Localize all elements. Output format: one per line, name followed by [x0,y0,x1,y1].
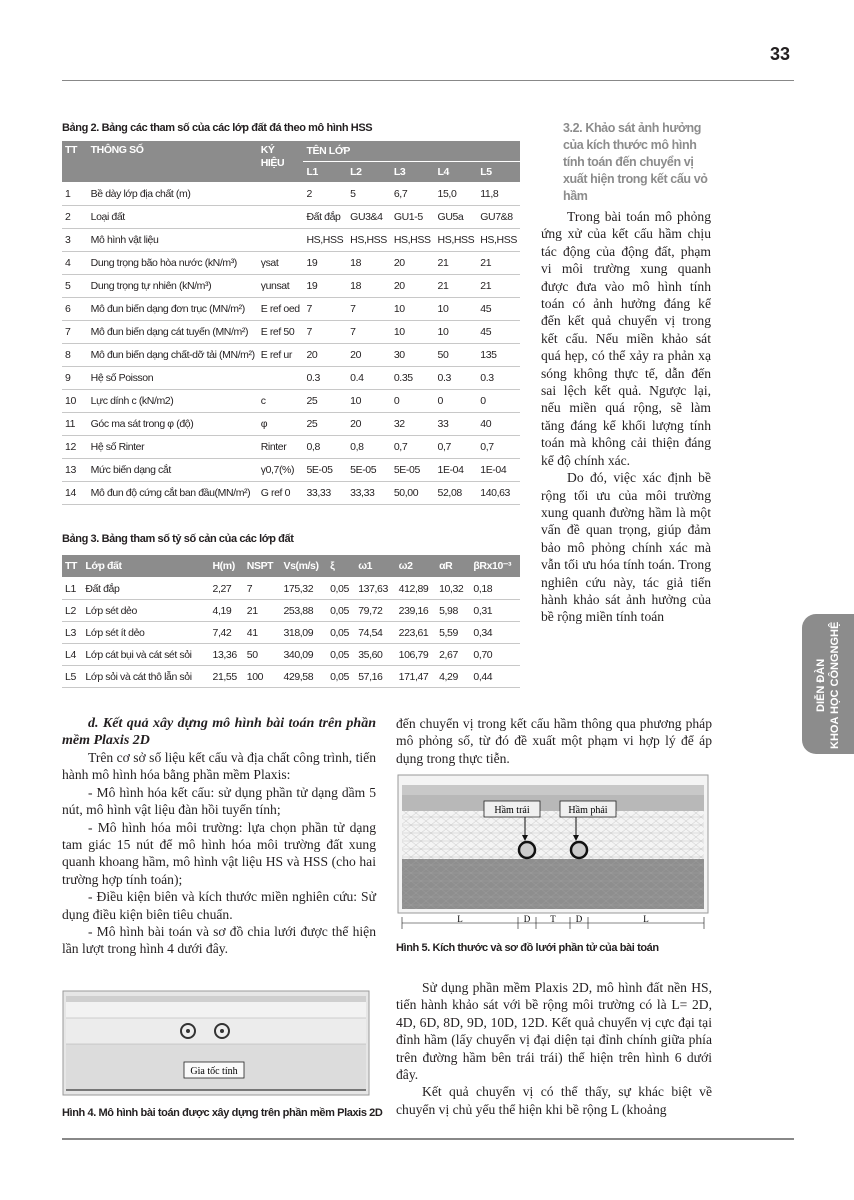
table3-cell: 0,05 [327,578,355,600]
table3-cell: 5,98 [436,600,470,622]
dim-l-right: L [643,914,649,924]
table2-cell-value: 10 [347,390,391,413]
table2-cell-value: 135 [477,344,520,367]
table2-cell-value: 0,8 [303,436,347,459]
figure-5-caption: Hình 5. Kích thước và sơ đồ lưới phần tử của bài toán [396,942,659,954]
table2-body [62,183,520,505]
table2-cell-value: 50 [435,344,478,367]
table2-cell-tt: 3 [62,229,88,252]
table3-header-cell: ω2 [396,555,436,578]
dim-d-right: D [575,914,583,924]
right-tunnel-icon [571,842,587,858]
table2-cell-value: 0 [435,390,478,413]
table2-cell-value: 45 [477,298,520,321]
table2-cell-value: 0.3 [435,367,478,390]
table2-row [62,298,520,321]
table2-cell-value: 7 [303,298,347,321]
table2-cell-value: HS,HSS [391,229,435,252]
table2-cell-tt: 1 [62,183,88,206]
table3-cell: 74,54 [355,622,395,644]
table3-cell: 253,88 [280,600,327,622]
table2-cell-value: 33 [435,413,478,436]
table2-cell-symbol: Rinter [258,436,304,459]
right-column-text [541,208,711,626]
table3-cell: 318,09 [280,622,327,644]
left-paragraph-3: - Mô hình hóa môi trường: lựa chọn phần tử dạng tam giác 15 nút để mô hình hóa môi trường đất xung quanh khoang hầm, mô hình vật liệu HS và HSS (cho hai trường hợp tính toán); [62,819,376,887]
table3-cell: 0,05 [327,600,355,622]
mid-paragraph: đến chuyển vị trong kết cấu hầm thông qua phương pháp mô phỏng số, từ đó đề xuất một phạm vi hợp lý để áp dụng trong thực tiễn. [396,716,712,766]
t2-header-l2: L2 [347,162,391,183]
table3-cell: 137,63 [355,578,395,600]
t2-header-l3: L3 [391,162,435,183]
table2-cell-symbol: γsat [258,252,304,275]
table2-cell-value: 20 [303,344,347,367]
table3-cell: 100 [244,666,281,688]
table3-cell: 0,34 [470,622,520,644]
table3-cell: 79,72 [355,600,395,622]
right-tunnel-label: Hầm phải [568,805,608,816]
table2-cell-param: Hệ số Rinter [88,436,258,459]
side-tab-label [814,620,844,750]
figure-5 [396,773,712,943]
table2-row [62,459,520,482]
table2-cell-symbol: φ [258,413,304,436]
table2-row [62,183,520,206]
table2-cell-value: HS,HSS [347,229,391,252]
left-paragraph-2: - Mô hình hóa kết cấu: sử dụng phần tử dạng dầm 5 nút, mô hình vật liệu đàn hồi tuyến tính; [62,784,376,818]
table2-cell-value: GU7&8 [477,206,520,229]
left-paragraph-5: - Mô hình bài toán và sơ đồ chia lưới được thể hiện lần lượt trong hình 4 dưới đây. [62,924,376,957]
table2-cell-tt: 14 [62,482,88,505]
table3-cell: 429,58 [280,666,327,688]
table2-cell-param: Lực dính c (kN/m2) [88,390,258,413]
table2-row [62,436,520,459]
table2-cell-tt: 5 [62,275,88,298]
table2-cell-value: 20 [391,252,435,275]
table3-header-row [62,555,520,578]
table3-cell: 239,16 [396,600,436,622]
table3-cell: L4 [62,644,82,666]
table2-cell-value: 20 [347,413,391,436]
table3-cell: 4,19 [210,600,244,622]
table3-header-cell: TT [62,555,82,578]
figure-4-diagram [62,990,372,1100]
table3-header-cell: ω1 [355,555,395,578]
table3-caption: Bảng 3. Bảng tham số tỷ số cản của các lớp đất [62,533,294,545]
table2-cell-param: Bề dày lớp địa chất (m) [88,183,258,206]
table2-cell-value: GU1-5 [391,206,435,229]
dim-d-left: D [523,914,531,924]
table2-cell-value: 0.3 [303,367,347,390]
table3-cell: L2 [62,600,82,622]
table2-cell-value: 6,7 [391,183,435,206]
table2-cell-value: 7 [347,321,391,344]
table2-cell-value: 18 [347,275,391,298]
table2-cell-param: Mô đun biến dạng cát tuyến (MN/m²) [88,321,258,344]
table2-cell-value: GU3&4 [347,206,391,229]
t2-header-l4: L4 [435,162,478,183]
footer-rule [62,1138,794,1140]
table2-cell-symbol: c [258,390,304,413]
table3-cell: 0,70 [470,644,520,666]
table2-cell-value: 19 [303,252,347,275]
table3-cell: 21,55 [210,666,244,688]
table2-cell-tt: 4 [62,252,88,275]
table2-cell-value: 2 [303,183,347,206]
table2-cell-value: 0.35 [391,367,435,390]
table2-cell-symbol [258,367,304,390]
table2-cell-symbol: γ0,7(%) [258,459,304,482]
table2-cell-symbol [258,183,304,206]
table2-cell-symbol [258,229,304,252]
table3-cell: 5,59 [436,622,470,644]
table2-row [62,321,520,344]
table2-row [62,206,520,229]
table2-cell-param: Dung trọng bão hòa nước (kN/m³) [88,252,258,275]
table2-cell-value: 0 [477,390,520,413]
clay-layer [402,795,704,811]
fill-layer [402,785,704,795]
left-lower-text [62,715,376,958]
table2-cell-value: 7 [303,321,347,344]
table2-cell-value: 7 [347,298,391,321]
table2-cell-param: Loại đất [88,206,258,229]
table3-cell: Đất đắp [82,578,209,600]
figure-5-diagram [396,773,712,943]
table3-row [62,666,520,688]
table2-cell-value: 140,63 [477,482,520,505]
left-tunnel-icon [519,842,535,858]
table3-header-cell: Vs(m/s) [280,555,327,578]
table2-cell-value: 19 [303,275,347,298]
side-tab-line-2: KHOA HỌC CÔNGNGHỆ [829,621,841,749]
table2-cell-value: 50,00 [391,482,435,505]
header-rule [62,80,794,81]
table2-cell-value: 0,7 [435,436,478,459]
table2-cell-symbol: G ref 0 [258,482,304,505]
table2-cell-value: GU5a [435,206,478,229]
table2-cell-param: Mô đun độ cứng cắt ban đầu(MN/m²) [88,482,258,505]
table2-cell-value: 21 [435,252,478,275]
table3-cell: Lớp sỏi và cát thô lẫn sỏi [82,666,209,688]
table3-cell: 0,05 [327,622,355,644]
figure-4 [62,990,372,1100]
table3-row [62,578,520,600]
table3-cell: Lớp sét ít dẻo [82,622,209,644]
table2-cell-value: 5E-05 [347,459,391,482]
table2-cell-param: Mô đun biến dạng chất-dỡ tải (MN/m²) [88,344,258,367]
table3-cell: 35,60 [355,644,395,666]
table2-cell-value: HS,HSS [477,229,520,252]
table3-cell: 13,36 [210,644,244,666]
table2-cell-tt: 9 [62,367,88,390]
lower-right-paragraph-1: Sử dụng phần mềm Plaxis 2D, mô hình đất nền HS, tiến hành khảo sát với bề rộng môi trường có là L= 2D, 4D, 6D, 8D, 9D, 10D, 12D. Kết quả chuyển vị cực đại tại đỉnh hầm (lấy chuyển vị đại diện tại đỉnh chính giữa phía trên đường hầm bên trái trái) thể hiện trên hình 6 dưới đây. [396,980,712,1083]
table2-cell-value: 0,8 [347,436,391,459]
t2-header-l5: L5 [477,162,520,183]
table2-cell-value: 10 [391,321,435,344]
dim-l-left: L [457,914,463,924]
table2-cell-value: 18 [347,252,391,275]
table2-cell-value: 21 [477,252,520,275]
table2-cell-value: 25 [303,390,347,413]
table3-header-cell: αR [436,555,470,578]
table3-cell: 50 [244,644,281,666]
table2-cell-symbol [258,206,304,229]
table3-cell: 2,67 [436,644,470,666]
table2-cell-value: HS,HSS [303,229,347,252]
table3-cell: 171,47 [396,666,436,688]
table3-cell: 0,05 [327,644,355,666]
table3-cell: 7 [244,578,281,600]
table2-cell-param: Góc ma sát trong φ (độ) [88,413,258,436]
table2-cell-tt: 6 [62,298,88,321]
table3-row [62,644,520,666]
table2-cell-value: 30 [391,344,435,367]
table2-cell-tt: 13 [62,459,88,482]
table2-cell-value: 33,33 [347,482,391,505]
table2-cell-value: 20 [391,275,435,298]
table2-row [62,482,520,505]
mid-column-text [396,715,712,767]
table2-cell-param: Mức biến dạng cắt [88,459,258,482]
table2-cell-tt: 10 [62,390,88,413]
table2-cell-value: 21 [435,275,478,298]
table3-cell: 412,89 [396,578,436,600]
table2-cell-tt: 8 [62,344,88,367]
table3-body [62,578,520,688]
table3-cell: 41 [244,622,281,644]
table2-row [62,275,520,298]
table2 [62,141,520,505]
table2-cell-value: 1E-04 [477,459,520,482]
table3-cell: 4,29 [436,666,470,688]
table3-cell: Lớp sét dẻo [82,600,209,622]
table3-cell: 10,32 [436,578,470,600]
mesh-layer [402,811,704,859]
page-number: 33 [770,44,791,64]
right-paragraph-2: Do đó, việc xác định bề rộng tối ưu của môi trường xung quanh đường hầm là một vấn đề quan trọng, giúp đảm bảo mô phỏng chính xác mà vẫn tối ưu hóa tính toán. Trong nghiên cứu này, tác giả tiến hành khảo sát ảnh hưởng của bề rộng miền tính toán [541,470,711,625]
table2-row [62,390,520,413]
figure-4-caption: Hình 4. Mô hình bài toán được xây dựng trên phần mềm Plaxis 2D [62,1107,383,1119]
t2-header-symbol: KÝ HIỆU [258,141,304,183]
table2-cell-value: 1E-04 [435,459,478,482]
table3-header-cell: ξ [327,555,355,578]
table2-cell-symbol: E ref 50 [258,321,304,344]
table2-cell-value: 0.4 [347,367,391,390]
table2-caption: Bảng 2. Bảng các tham số của các lớp đất đá theo mô hình HSS [62,122,373,134]
section-3-2-title: 3.2. Khảo sát ảnh hưởng của kích thước mô hình tính toán đến chuyển vị xuất hiện trong kết cấu vỏ hầm [563,121,708,203]
table2-row [62,344,520,367]
table2-cell-value: 52,08 [435,482,478,505]
table3-cell: 223,61 [396,622,436,644]
table2-cell-symbol: γunsat [258,275,304,298]
table3-cell: 21 [244,600,281,622]
table2-cell-tt: 7 [62,321,88,344]
table2-row [62,252,520,275]
table2-cell-value: HS,HSS [435,229,478,252]
table3-cell: L3 [62,622,82,644]
right-paragraph-1: Trong bài toán mô phỏng ứng xử của kết cấu hầm chịu tác động của động đất, phạm vi môi trường xung quanh được đưa vào mô hình tính toán có ảnh hưởng đáng kể đến kết quả chuyển vị trong kết cấu. Nếu miền khảo sát quá hẹp, có thể xảy ra phản xạ sóng không thực tế, dẫn đến sai lệch kết quả. Ngược lại, nếu miền quá rộng, sẽ làm tăng đáng kể khối lượng tính toán mà không cải thiện đáng kể độ chính xác. [541,209,711,468]
table2-cell-value: 0.3 [477,367,520,390]
table3-cell: 0,31 [470,600,520,622]
table2-row [62,229,520,252]
table2-cell-value: 0 [391,390,435,413]
table2-cell-value: 15,0 [435,183,478,206]
table3-header-cell: βRx10⁻³ [470,555,520,578]
left-paragraph-4: - Điều kiện biên và kích thước miền nghiên cứu: Sử dụng điều kiện biên tiêu chuẩn. [62,889,376,922]
t2-header-tt: TT [62,141,88,183]
table2-row [62,413,520,436]
t2-header-layer: TÊN LỚP [303,141,520,162]
table2-cell-param: Hệ số Poisson [88,367,258,390]
table3-cell: 0,44 [470,666,520,688]
table2-cell-value: 33,33 [303,482,347,505]
dim-t: T [550,914,556,924]
side-tab-line-1: DIỄN ĐÀN [815,658,827,712]
table3-cell: 7,42 [210,622,244,644]
table2-cell-symbol: E ref oed [258,298,304,321]
table2-cell-value: 11,8 [477,183,520,206]
table3-cell: L1 [62,578,82,600]
table3-header-cell: NSPT [244,555,281,578]
table2-cell-value: 10 [391,298,435,321]
table2-cell-value: 10 [435,321,478,344]
lower-right-paragraph-2: Kết quả chuyển vị có thể thấy, sự khác biệt về chuyển vị chủ yếu thể hiện khi bề rộng L (khoảng [396,1084,712,1117]
table3-cell: 340,09 [280,644,327,666]
table3-row [62,622,520,644]
table2-cell-value: 10 [435,298,478,321]
table3-cell: 175,32 [280,578,327,600]
table2-cell-param: Mô đun biến dạng đơn trục (MN/m²) [88,298,258,321]
table3-header-cell: Lớp đất [82,555,209,578]
table3-cell: 2,27 [210,578,244,600]
table3-cell: 0,05 [327,666,355,688]
t2-header-param: THÔNG SỐ [88,141,258,183]
table3-cell: L5 [62,666,82,688]
table2-cell-value: Đất đắp [303,206,347,229]
table3-cell: 106,79 [396,644,436,666]
table2-cell-value: 21 [477,275,520,298]
t2-header-l1: L1 [303,162,347,183]
table2-cell-value: 5E-05 [303,459,347,482]
table2-cell-value: 0,7 [391,436,435,459]
table2-cell-value: 5 [347,183,391,206]
table3-cell: 57,16 [355,666,395,688]
acceleration-label: Gia tốc tính [190,1066,238,1077]
table2-cell-tt: 11 [62,413,88,436]
table2-row [62,367,520,390]
table3 [62,555,520,688]
table2-cell-value: 40 [477,413,520,436]
table2-cell-tt: 12 [62,436,88,459]
left-tunnel-label: Hầm trái [494,805,530,816]
left-paragraph-1: Trên cơ sở số liệu kết cấu và địa chất công trình, tiến hành mô hình hóa bằng phần mềm Plaxis: [62,750,376,783]
table2-cell-value: 32 [391,413,435,436]
table2-cell-param: Dung trọng tự nhiên (kN/m³) [88,275,258,298]
table3-header-cell: H(m) [210,555,244,578]
table2-cell-tt: 2 [62,206,88,229]
table2-cell-value: 45 [477,321,520,344]
table3-row [62,600,520,622]
table3-cell: 0,18 [470,578,520,600]
table2-cell-value: 25 [303,413,347,436]
table3-cell: Lớp cát bụi và cát sét sỏi [82,644,209,666]
section-d-heading: d. Kết quả xây dựng mô hình bài toán trên phần mềm Plaxis 2D [62,716,376,748]
table2-cell-param: Mô hình vật liệu [88,229,258,252]
table2-cell-value: 5E-05 [391,459,435,482]
table2-cell-value: 0,7 [477,436,520,459]
table2-cell-symbol: E ref ur [258,344,304,367]
table2-cell-value: 20 [347,344,391,367]
lower-right-text [396,979,712,1118]
